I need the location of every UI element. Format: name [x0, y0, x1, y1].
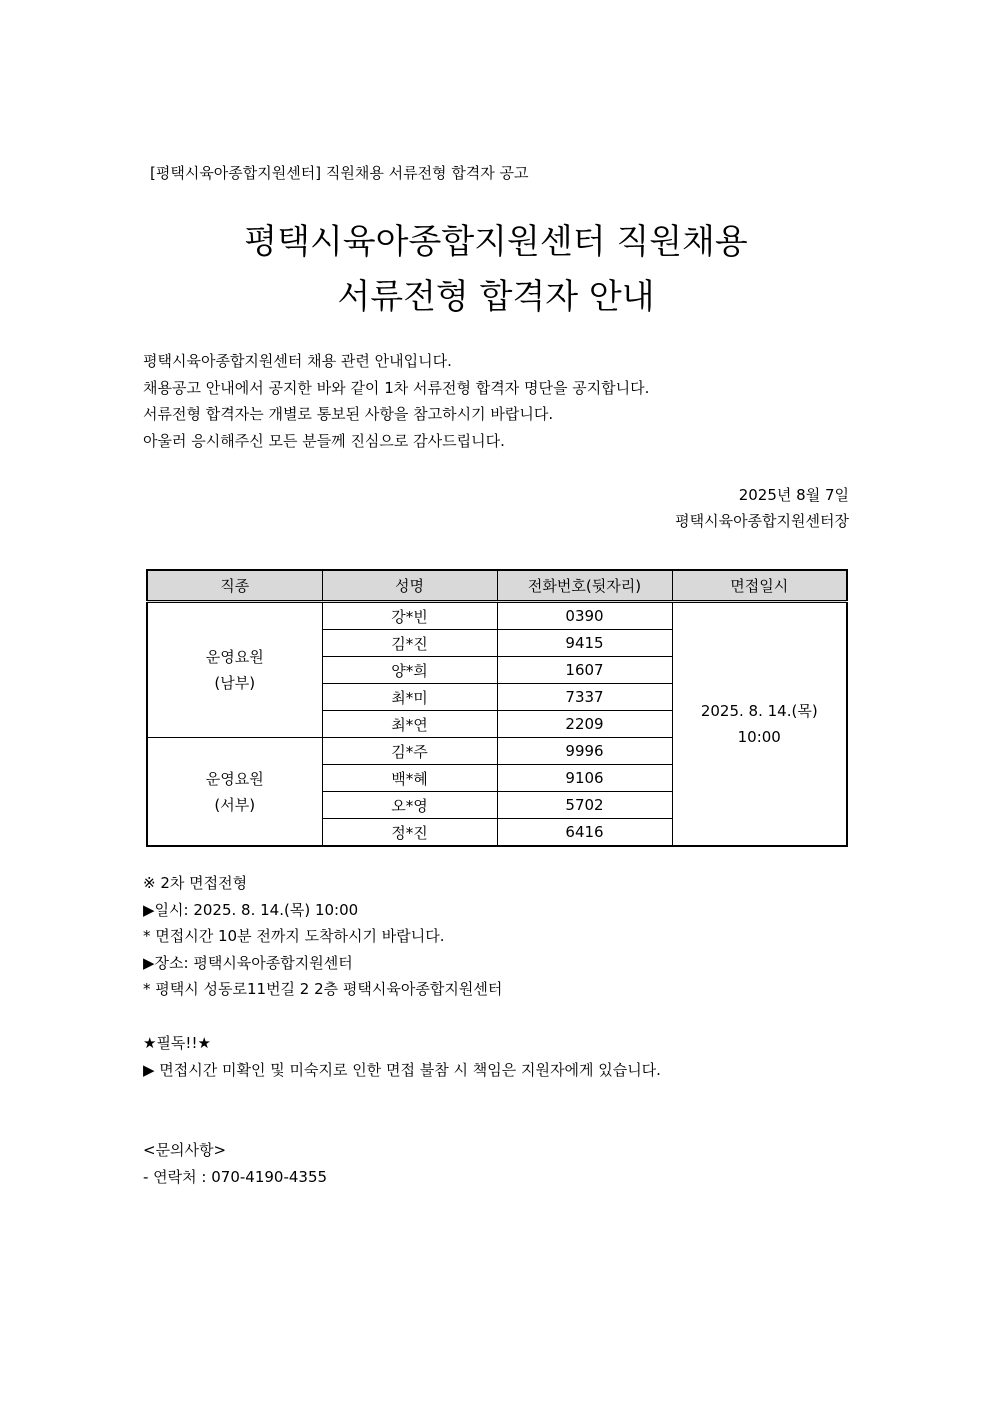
applicant-name: 최*미: [322, 684, 497, 711]
table-row: [147, 602, 847, 630]
applicant-name: 김*주: [322, 738, 497, 765]
applicant-name: 오*영: [322, 792, 497, 819]
job-cell-west: [147, 738, 322, 847]
notes-arrival: * 면접시간 10분 전까지 도착하시기 바랍니다.: [143, 927, 445, 945]
job-cell-south: [147, 602, 322, 738]
interview-notes: [143, 870, 502, 1003]
notes-address: * 평택시 성동로11번길 2 2층 평택시육아종합지원센터: [143, 980, 503, 998]
table-header-row: [147, 570, 847, 602]
applicant-phone: 9415: [497, 630, 672, 657]
applicant-phone: 0390: [497, 602, 672, 630]
interview-time: 10:00: [737, 728, 781, 746]
contact-heading: <문의사항>: [143, 1141, 227, 1159]
must-read-heading: ★필독!!★: [143, 1034, 211, 1052]
intro-line: 서류전형 합격자는 개별로 통보된 사항을 참고하시기 바랍니다.: [143, 405, 554, 423]
applicant-name: 백*혜: [322, 765, 497, 792]
job-title: 운영요원: [205, 648, 264, 666]
applicant-table: [146, 569, 848, 847]
job-region: (남부): [214, 674, 256, 692]
interview-datetime-cell: [672, 602, 847, 847]
applicant-phone: 9106: [497, 765, 672, 792]
column-header-job: 직종: [147, 570, 322, 602]
column-header-phone: 전화번호(뒷자리): [497, 570, 672, 602]
page-title-line1: 평택시육아종합지원센터 직원채용: [244, 222, 748, 262]
intro-paragraph: [143, 348, 649, 454]
notice-date: 2025년 8월 7일: [738, 486, 849, 504]
applicant-name: 정*진: [322, 819, 497, 847]
interview-date: 2025. 8. 14.(목): [700, 702, 818, 720]
must-read-text: ▶ 면접시간 미확인 및 미숙지로 인한 면접 불참 시 책임은 지원자에게 있습니다.: [143, 1060, 661, 1079]
signature-block: [675, 482, 849, 534]
applicant-phone: 5702: [497, 792, 672, 819]
notes-place: ▶장소: 평택시육아종합지원센터: [143, 953, 353, 972]
applicant-phone: 6416: [497, 819, 672, 847]
must-read-block: [143, 1030, 661, 1083]
applicant-phone: 7337: [497, 684, 672, 711]
applicant-phone: 9996: [497, 738, 672, 765]
applicant-name: 최*연: [322, 711, 497, 738]
intro-line: 평택시육아종합지원센터 채용 관련 안내입니다.: [143, 352, 452, 370]
contact-block: [143, 1137, 327, 1190]
issuer-name: 평택시육아종합지원센터장: [675, 512, 849, 530]
notice-header: [평택시육아종합지원센터] 직원채용 서류전형 합격자 공고: [150, 164, 529, 182]
column-header-name: 성명: [322, 570, 497, 602]
notes-heading: ※ 2차 면접전형: [143, 874, 248, 892]
applicant-name: 양*희: [322, 657, 497, 684]
contact-phone: - 연락처 : 070-4190-4355: [143, 1167, 328, 1186]
notes-datetime: ▶일시: 2025. 8. 14.(목) 10:00: [143, 900, 359, 919]
applicant-phone: 1607: [497, 657, 672, 684]
intro-line: 아울러 응시해주신 모든 분들께 진심으로 감사드립니다.: [143, 431, 505, 450]
page-title-line2: 서류전형 합격자 안내: [337, 277, 655, 317]
job-region: (서부): [214, 795, 256, 814]
column-header-interview: 면접일시: [672, 570, 847, 602]
applicant-name: 강*빈: [322, 602, 497, 630]
applicant-phone: 2209: [497, 711, 672, 738]
applicant-name: 김*진: [322, 630, 497, 657]
intro-line: 채용공고 안내에서 공지한 바와 같이 1차 서류전형 합격자 명단을 공지합니다.: [143, 378, 650, 397]
job-title: 운영요원: [205, 769, 264, 788]
